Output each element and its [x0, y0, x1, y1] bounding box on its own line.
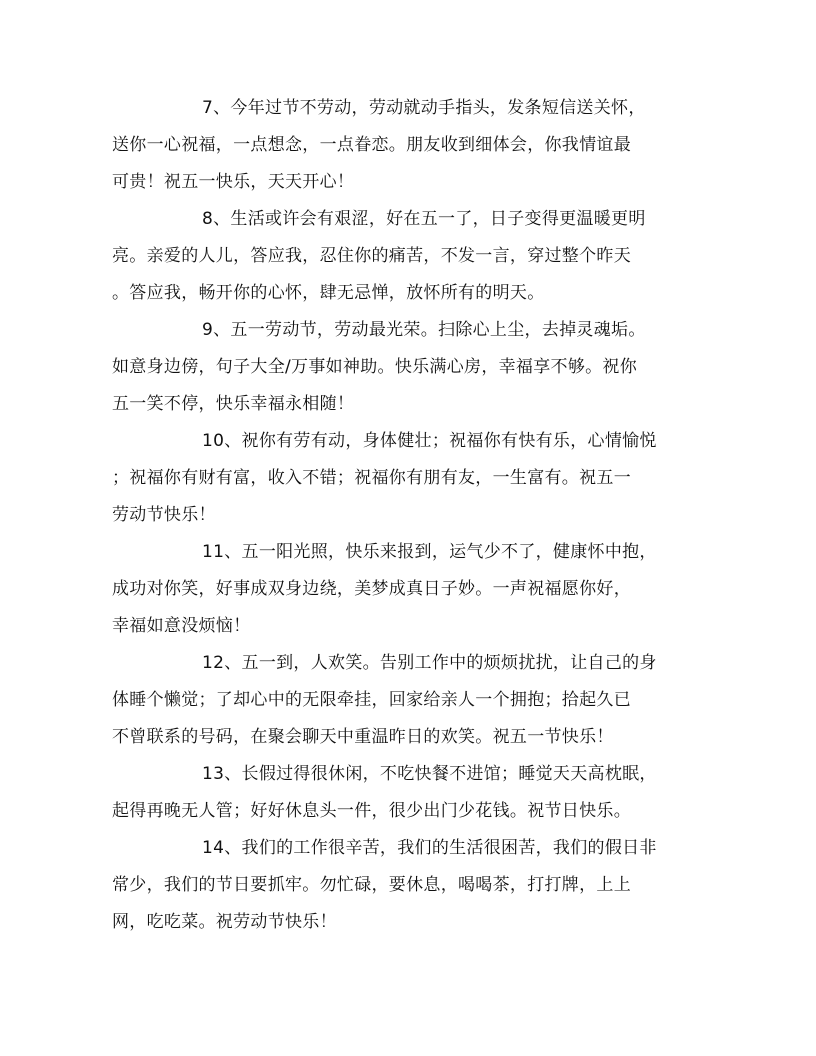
paragraph-line: 11、五一阳光照，快乐来报到，运气少不了，健康怀中抱，: [202, 542, 657, 562]
paragraph-line: ；祝福你有财有富，收入不错；祝福你有朋有友，一生富有。祝五一: [112, 468, 631, 488]
paragraph-12: [112, 645, 704, 756]
paragraph-line: 12、五一到，人欢笑。告别工作中的烦烦扰扰，让自己的身: [202, 653, 657, 673]
paragraph-line: 13、长假过得很休闲，不吃快餐不进馆；睡觉天天高枕眠，: [202, 764, 657, 784]
paragraph-line: 网，吃吃菜。祝劳动节快乐！: [112, 912, 337, 932]
paragraph-10: [112, 423, 704, 534]
paragraph-line: 9、五一劳动节，劳动最光荣。扫除心上尘，去掉灵魂垢。: [202, 320, 646, 340]
paragraph-11: [112, 534, 704, 645]
paragraph-line: 亮。亲爱的人儿，答应我，忍住你的痛苦，不发一言，穿过整个昨天: [112, 246, 631, 266]
paragraph-line: 。答应我，畅开你的心怀，肆无忌惮，放怀所有的明天。: [112, 283, 545, 303]
paragraph-line: 可贵！祝五一快乐，天天开心！: [112, 172, 355, 192]
paragraph-9: [112, 312, 704, 423]
paragraph-line: 五一笑不停，快乐幸福永相随！: [112, 394, 355, 414]
paragraph-line: 10、祝你有劳有动，身体健壮；祝福你有快有乐，心情愉悦: [202, 431, 657, 451]
paragraph-8: [112, 201, 704, 312]
paragraph-14: [112, 830, 704, 941]
document-body: [112, 90, 704, 941]
paragraph-line: 常少，我们的节日要抓牢。勿忙碌，要休息，喝喝茶，打打牌，上上: [112, 875, 631, 895]
paragraph-line: 成功对你笑，好事成双身边绕，美梦成真日子妙。一声祝福愿你好，: [112, 579, 631, 599]
paragraph-line: 不曾联系的号码，在聚会聊天中重温昨日的欢笑。祝五一节快乐！: [112, 727, 614, 747]
paragraph-line: 7、今年过节不劳动，劳动就动手指头，发条短信送关怀，: [202, 98, 646, 118]
paragraph-line: 劳动节快乐！: [112, 505, 216, 525]
paragraph-line: 14、我们的工作很辛苦，我们的生活很困苦，我们的假日非: [202, 838, 657, 858]
paragraph-line: 如意身边傍，句子大全/万事如神助。快乐满心房，幸福享不够。祝你: [112, 357, 638, 377]
paragraph-7: [112, 90, 704, 201]
paragraph-line: 体睡个懒觉；了却心中的无限牵挂，回家给亲人一个拥抱；拾起久已: [112, 690, 631, 710]
paragraph-line: 8、生活或许会有艰涩，好在五一了，日子变得更温暖更明: [202, 209, 646, 229]
paragraph-line: 幸福如意没烦恼！: [112, 616, 251, 636]
paragraph-line: 送你一心祝福，一点想念，一点眷恋。朋友收到细体会，你我情谊最: [112, 135, 631, 155]
paragraph-13: [112, 756, 704, 830]
paragraph-line: 起得再晚无人管；好好休息头一件，很少出门少花钱。祝节日快乐。: [112, 801, 631, 821]
